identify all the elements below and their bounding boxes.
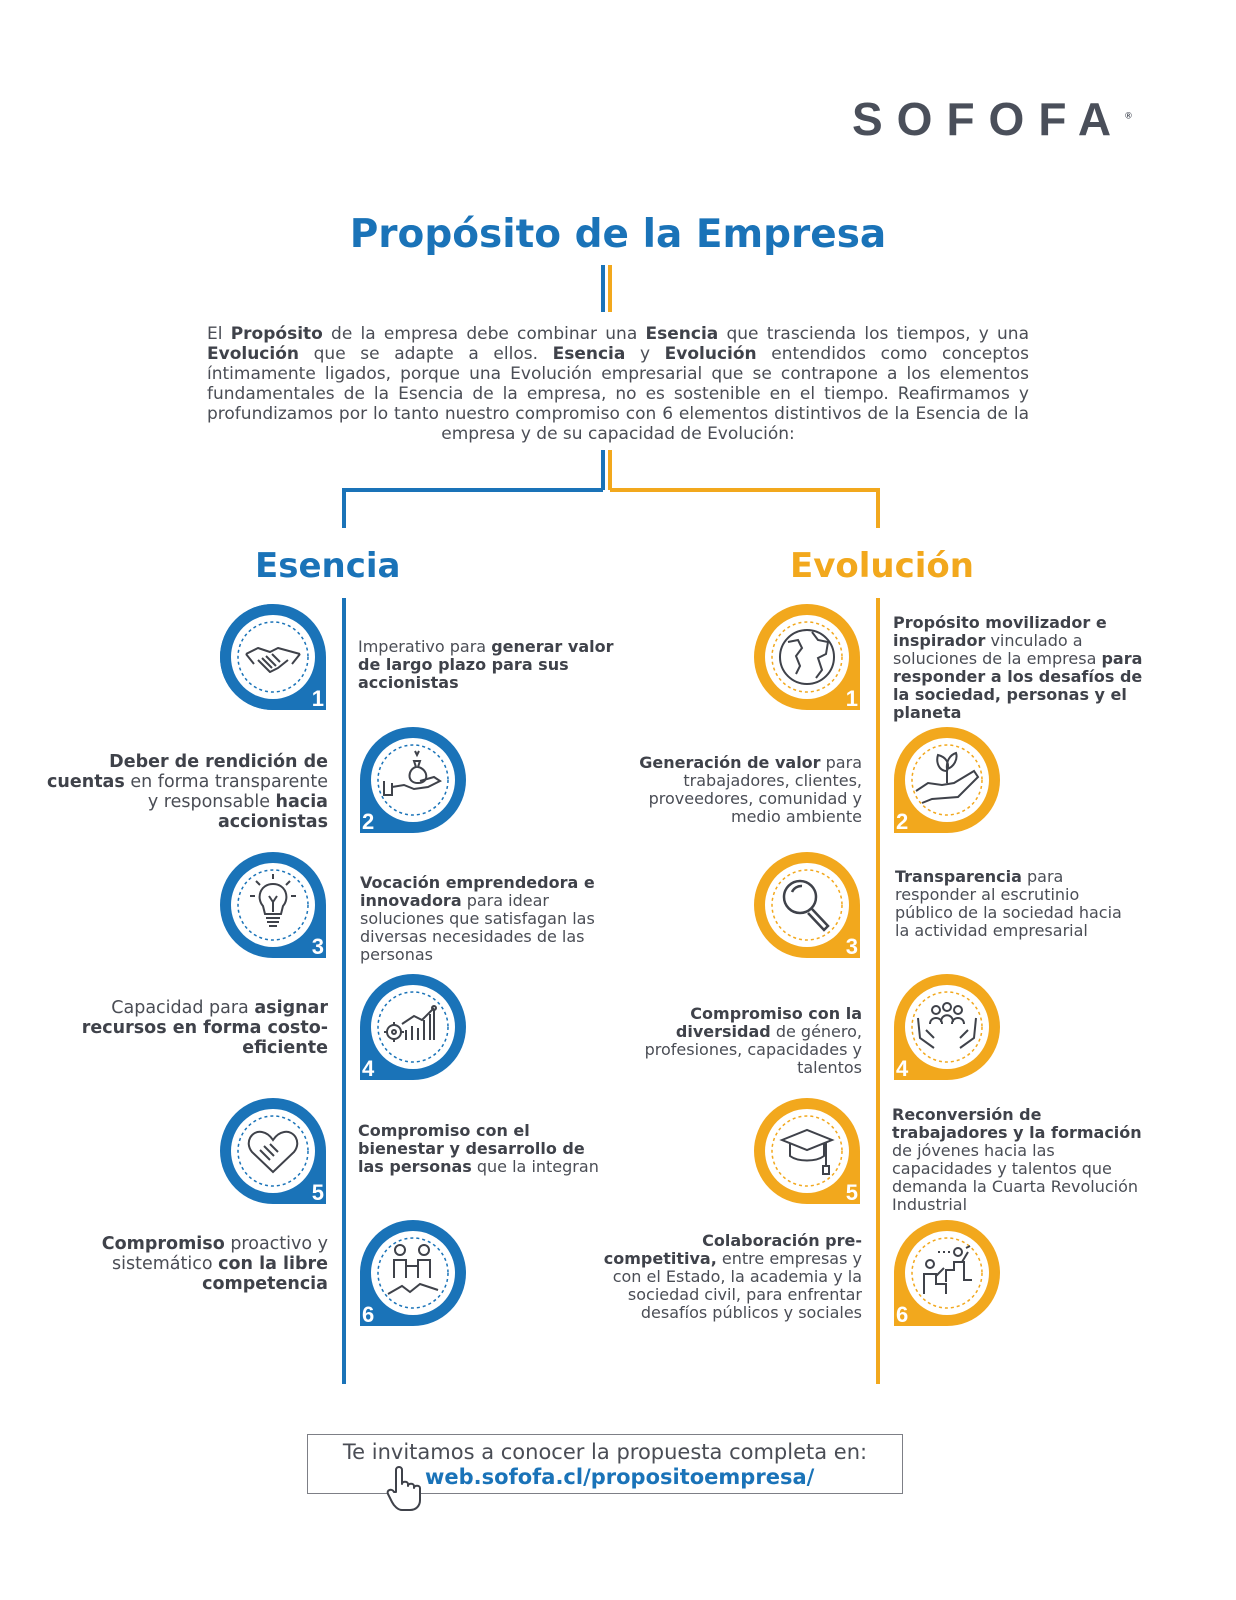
esencia-badge-1: 1 — [218, 602, 328, 712]
esencia-badge-3: 3 — [218, 850, 328, 960]
esencia-item-3-text: Vocación emprendedora e innovadora para idear soluciones que satisfagan las diversas necesidades de las personas — [360, 873, 595, 964]
evolucion-badge-3: 3 — [752, 850, 862, 960]
esencia-item-4-text: Capacidad para asignar recursos en forma costo-eficiente — [81, 998, 328, 1058]
cta-text: Te invitamos a conocer la propuesta completa en: — [342, 1440, 868, 1464]
esencia-item-6-text: Compromiso proactivo y sistemático con la libre competencia — [101, 1234, 328, 1294]
evolucion-item-2-text: Generación de valor para trabajadores, clientes, proveedores, comunidad y medio ambiente — [639, 753, 862, 826]
evolucion-item-4-text: Compromiso con la diversidad de género, profesiones, capacidades y talentos — [644, 1004, 862, 1077]
page-title: Propósito de la Empresa — [349, 212, 887, 257]
esencia-item-1-text: Imperativo para generar valor de largo plazo para sus accionistas — [358, 637, 614, 692]
pointer-hand-icon — [384, 1464, 424, 1512]
evolucion-badge-2: 2 — [892, 725, 1002, 835]
evolucion-item-5-text: Reconversión de trabajadores y la formación de jóvenes hacia las capacidades y talentos que demanda la Cuarta Revolución Industrial — [892, 1105, 1142, 1214]
sofofa-logo: SOFOFA® — [852, 93, 1132, 145]
evolucion-item-3-text: Transparencia para responder al escrutinio público de la sociedad hacia la actividad empresarial — [895, 867, 1122, 940]
evolucion-badge-6: 6 — [892, 1218, 1002, 1328]
intro-paragraph: El Propósito de la empresa debe combinar una Esencia que trascienda los tiempos, y una Evolución que se adapte a ellos. Esencia y Evolución entendidos como conceptos íntimamente ligados, porque una Evolución empresarial que se contrapone a los elementos fundamentales de la Esencia de la empresa, no es sostenible en el tiempo. Reafirmamos y profundizamos por lo tanto nuestro compromiso con 6 elementos distintivos de la Esencia de la empresa y de su capacidad de Evolución: — [207, 324, 1029, 444]
esencia-badge-6: 6 — [358, 1218, 468, 1328]
evolucion-item-6-text: Colaboración pre-competitiva, entre empresas y con el Estado, la academia y la sociedad civil, para enfrentar desafíos públicos y sociales — [603, 1231, 862, 1322]
evolucion-badge-4: 4 — [892, 972, 1002, 1082]
evolucion-item-1-text: Propósito movilizador e inspirador vinculado a soluciones de la empresa para responder a los desafíos de la sociedad, personas y el planeta — [893, 613, 1143, 722]
evolucion-heading: Evolución — [790, 546, 974, 586]
esencia-item-2-text: Deber de rendición de cuentas en forma transparente y responsable hacia accionistas — [47, 752, 328, 832]
esencia-badge-5: 5 — [218, 1096, 328, 1206]
esencia-item-5-text: Compromiso con el bienestar y desarrollo de las personas que la integran — [358, 1121, 599, 1176]
evolucion-badge-5: 5 — [752, 1096, 862, 1206]
evolucion-badge-1: 1 — [752, 602, 862, 712]
proposito-link[interactable]: web.sofofa.cl/propositoempresa/ — [425, 1465, 815, 1489]
esencia-heading: Esencia — [255, 546, 401, 586]
esencia-badge-2: 2 — [358, 725, 468, 835]
esencia-badge-4: 4 — [358, 972, 468, 1082]
